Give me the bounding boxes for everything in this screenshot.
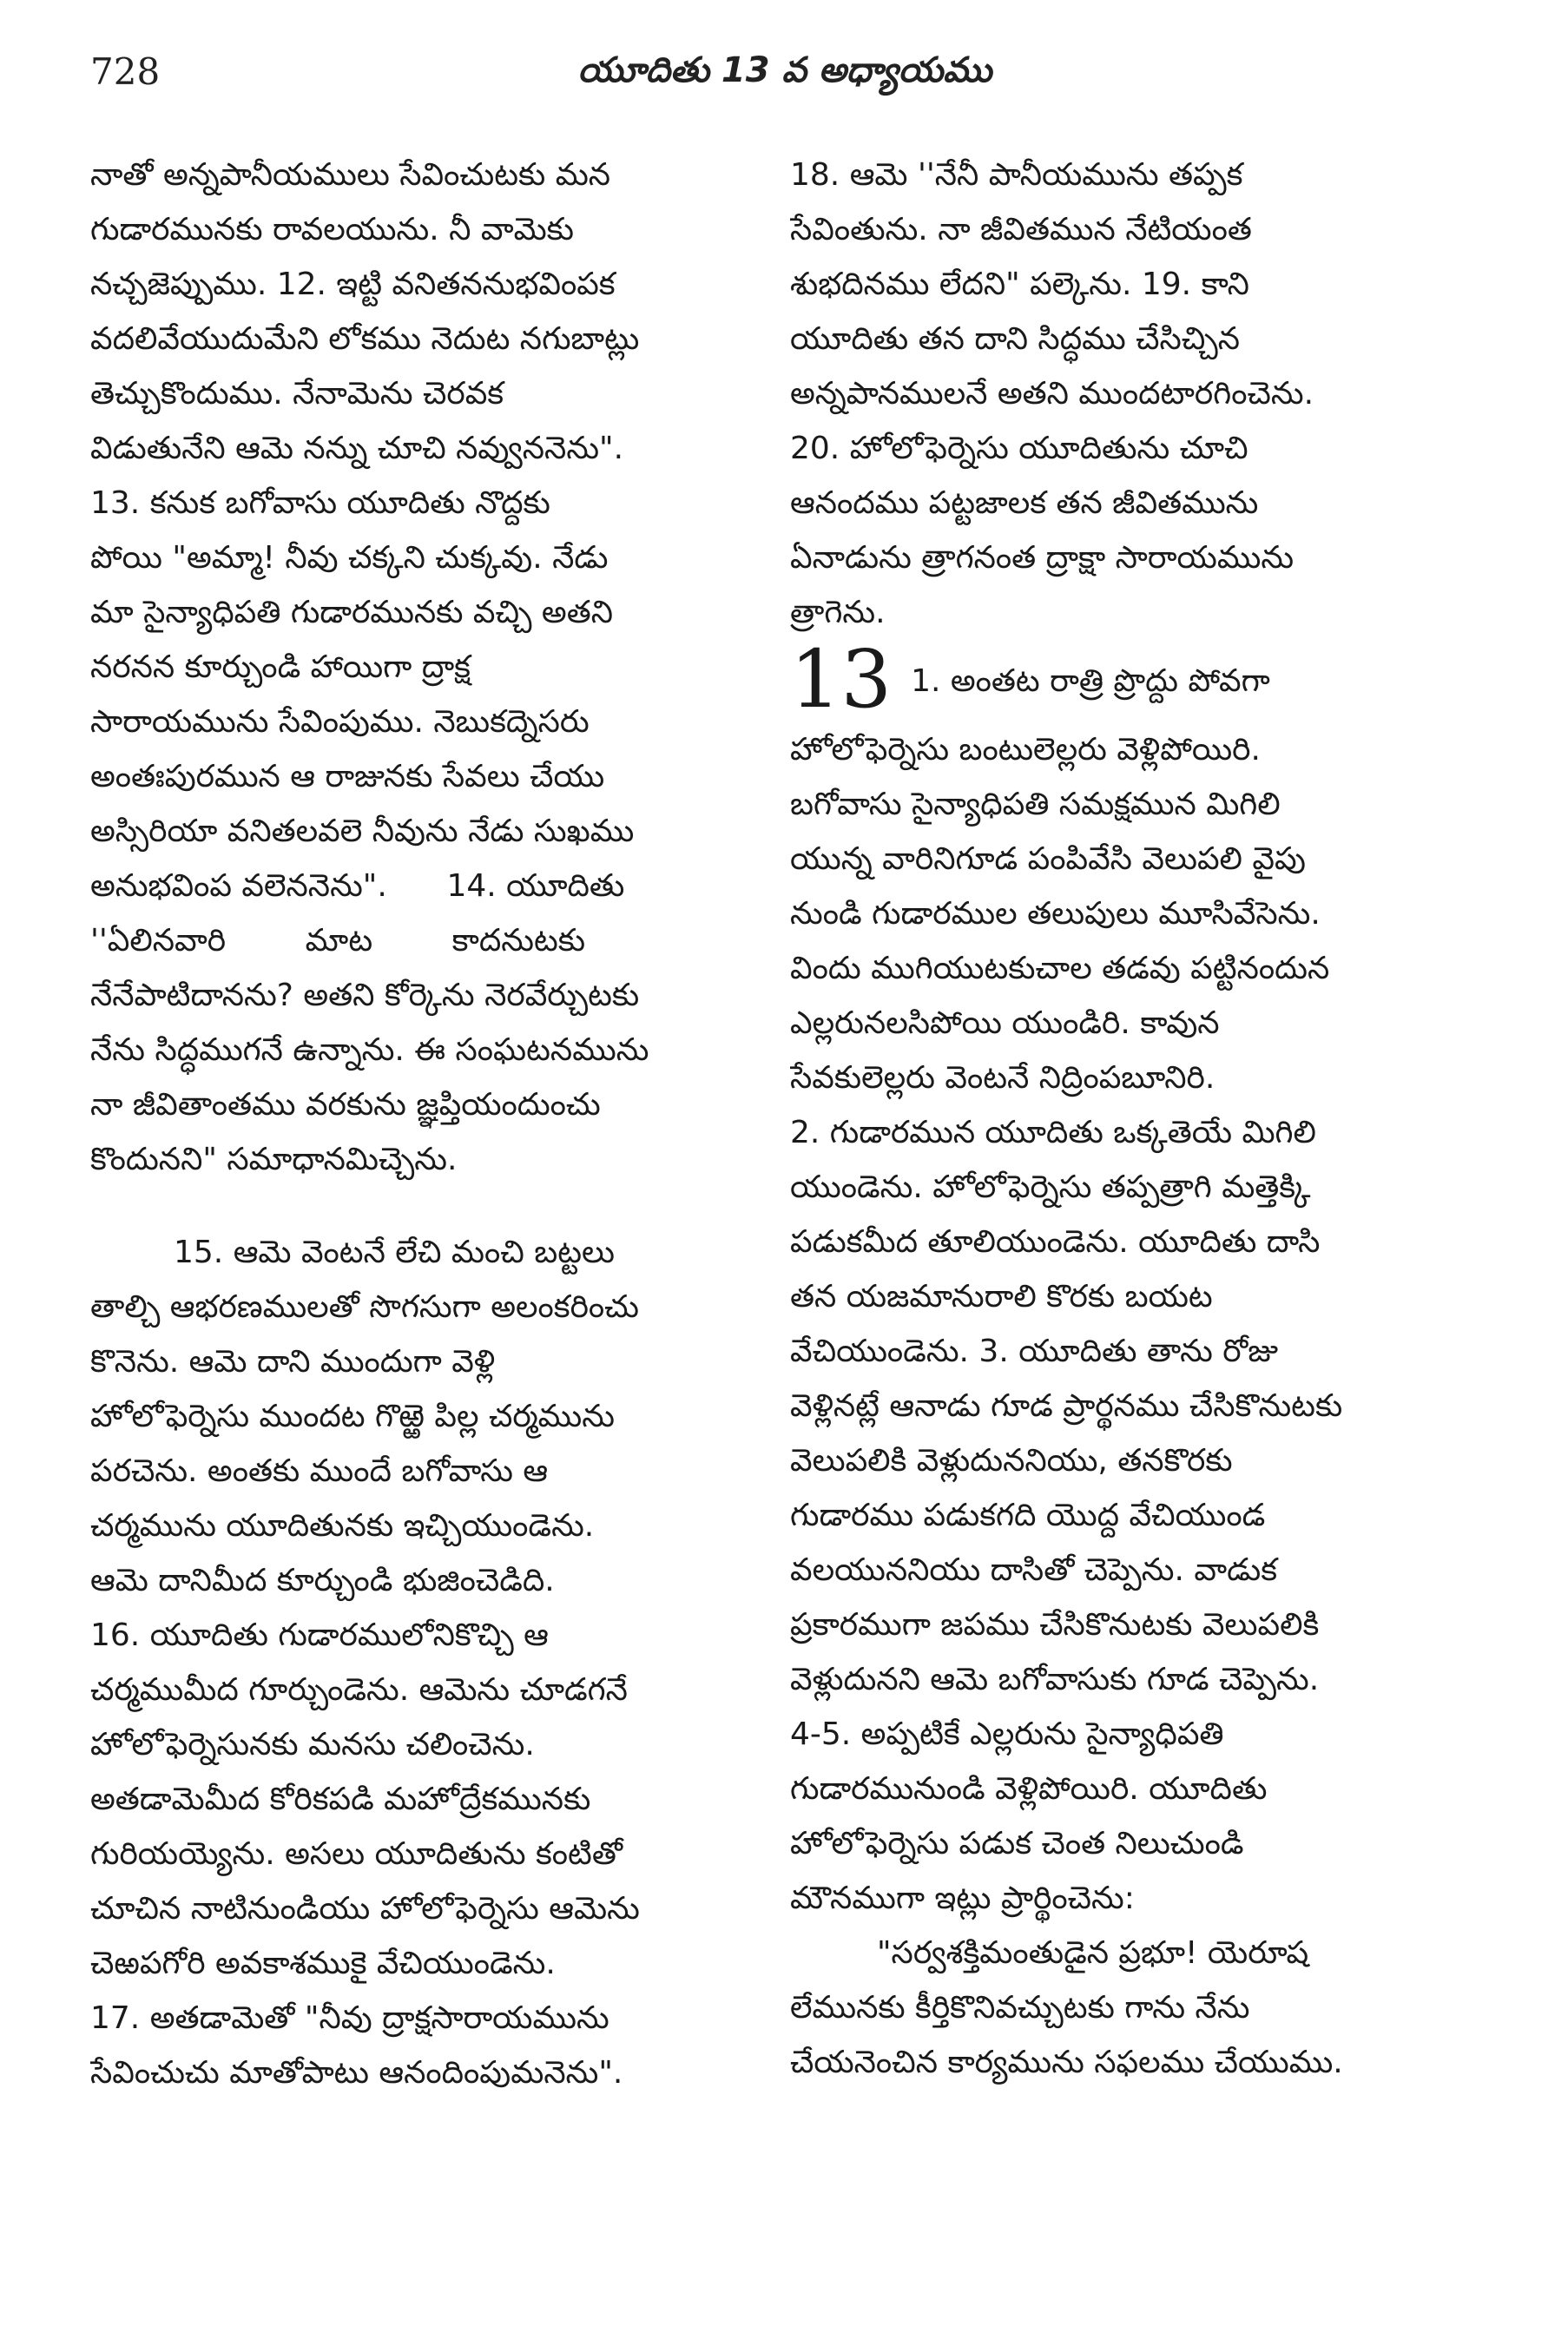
text-line: ప్రకారముగా జపము చేసికొనుటకు వెలుపలికి	[790, 1607, 1320, 1643]
text-line: గురియయ్యెను. అసలు యూదితును కంటితో	[90, 1836, 623, 1872]
text-line: 2. గుడారమున యూదితు ఒక్కతెయే మిగిలి	[790, 1115, 1316, 1150]
text-line: వలయుననియు దాసితో చెప్పెను. వాడుక	[790, 1552, 1278, 1588]
paragraph-block	[790, 1926, 1459, 2090]
text-line: యుండెను. హోలోఫెర్నెసు తప్పత్రాగి మత్తెక్కి	[790, 1169, 1311, 1205]
text-line: వెలుపలికి వెళ్లుదుననియు, తనకొరకు	[790, 1443, 1233, 1479]
text-line: పోయి "అమ్మా! నీవు చక్కని చుక్కవు. నేడు	[90, 540, 609, 576]
text-line: వదలివేయుదుమేని లోకము నెదుట నగుబాట్లు	[90, 321, 640, 357]
text-line: యూదితు తన దాని సిద్ధము చేసిచ్చిన	[790, 321, 1241, 357]
text-line: నరనన కూర్చుండి హాయిగా ద్రాక్ష	[90, 649, 471, 685]
text-line: నచ్చజెప్పుము. 12. ఇట్టి వనితననుభవింపక	[90, 267, 616, 302]
text-line: నాతో అన్నపానీయములు సేవించుటకు మన	[90, 157, 611, 193]
text-line: హోలోఫెర్నెసు బంటులెల్లరు వెళ్లిపోయిరి.	[790, 732, 1261, 768]
page-header	[90, 50, 1479, 111]
text-line: విందు ముగియుటకుచాల తడవు పట్టినందున	[790, 951, 1330, 986]
paragraph-block	[90, 148, 768, 1187]
paragraph-block	[790, 148, 1459, 640]
text-line: హోలోఫెర్నెసు పడుక చెంత నిలుచుండి	[790, 1826, 1244, 1861]
text-line: 17. అతడామెతో "నీవు ద్రాక్షసారాయమును	[90, 2000, 609, 2036]
text-line: 15. ఆమె వెంటనే లేచి మంచి బట్టలు	[174, 1235, 615, 1270]
text-line: గుడారము పడుకగది యొద్ద వేచియుండ	[790, 1498, 1266, 1533]
text-line: విడుతునేని ఆమె నన్ను చూచి నవ్వుననెను".	[90, 431, 624, 466]
chapter-number: 13	[790, 632, 893, 726]
text-line: సేవింతును. నా జీవితమున నేటియంత	[790, 212, 1252, 247]
text-line: మౌనముగా ఇట్లు ప్రార్థించెను:	[790, 1881, 1135, 1916]
text-line: చేయనెంచిన కార్యమును సఫలము చేయుము.	[790, 2045, 1343, 2080]
text-line: 18. ఆమె ''నేనీ పానీయమును తప్పక	[790, 157, 1243, 193]
text-line: 16. యూదితు గుడారములోనికొచ్చి ఆ	[90, 1617, 549, 1653]
text-line: తాల్చి ఆభరణములతో సొగసుగా అలంకరించు	[90, 1289, 640, 1325]
text-line: అనుభవింప వలెననెను". 14. యూదితు	[90, 868, 625, 904]
paragraph-block	[790, 722, 1459, 1926]
text-line: అన్నపానములనే అతని ముందటారగించెను.	[790, 376, 1314, 412]
text-line: తన యజమానురాలి కొరకు బయట	[790, 1279, 1213, 1314]
text-line: సేవించుచు మాతోపాటు ఆనందింపుమనెను".	[90, 2055, 623, 2091]
text-line: చర్మముమీద గూర్చుండెను. ఆమెను చూడగనే	[90, 1672, 628, 1708]
text-line: త్రాగెను.	[790, 595, 886, 630]
text-line: పడుకమీద తూలియుండెను. యూదితు దాసి	[790, 1224, 1321, 1260]
text-line: చెఱపగోరి అవకాశముకై వేచియుండెను.	[90, 1946, 556, 1981]
text-line: గుడారమునుండి వెళ్లిపోయిరి. యూదితు	[790, 1771, 1268, 1807]
text-line: గుడారమునకు రావలయును. నీ వామెకు	[90, 212, 574, 247]
text-line: 4-5. అప్పటికే ఎల్లరును సైన్యాధిపతి	[790, 1716, 1224, 1752]
text-line: చూచిన నాటినుండియు హోలోఫెర్నెసు ఆమెను	[90, 1891, 640, 1927]
text-line: 20. హోలోఫెర్నెసు యూదితును చూచి	[790, 431, 1248, 466]
right-column	[790, 148, 1459, 2327]
text-line: అతడామెమీద కోరికపడి మహోద్రేకమునకు	[90, 1782, 591, 1817]
text-line: యున్న వారినిగూడ పంపివేసి వెలుపలి వైపు	[790, 841, 1306, 877]
text-line: ఎల్లరునలసిపోయి యుండిరి. కావున	[790, 1005, 1220, 1041]
page-number: 728	[90, 50, 161, 93]
text-line: శుభదినము లేదని" పల్కెను. 19. కాని	[790, 267, 1249, 302]
text-line: అంతఃపురమున ఆ రాజునకు సేవలు చేయు	[90, 759, 605, 794]
text-line: నుండి గుడారముల తలుపులు మూసివేసెను.	[790, 896, 1321, 932]
left-column	[90, 148, 768, 2327]
text-line: నేను సిద్ధముగనే ఉన్నాను. ఈ సంఘటనమును	[90, 1032, 649, 1068]
text-line: చర్మమును యూదితునకు ఇచ్చియుండెను.	[90, 1508, 595, 1544]
paragraph-block	[90, 1225, 768, 2100]
text-line: "సర్వశక్తిమంతుడైన ప్రభూ! యెరూష	[877, 1935, 1309, 1971]
text-line: కొందునని" సమాధానమిచ్చెను.	[90, 1142, 458, 1177]
text-line: ఏనాడును త్రాగనంత ద్రాక్షా సారాయమును	[790, 540, 1295, 576]
text-line: తెచ్చుకొందుము. నేనావెును చెరవక	[90, 376, 504, 412]
text-line: మా సైన్యాధిపతి గుడారమునకు వచ్చి అతని	[90, 595, 614, 630]
text-line: నా జీవితాంతము వరకును జ్ఞప్తియందుంచు	[90, 1087, 601, 1123]
text-line: వెళ్లుదునని ఆమె బగోవాసుకు గూడ చెప్పెను.	[790, 1662, 1320, 1697]
text-line: హోలోఫెర్నెసు ముందట గొఱ్ఱె పిల్ల చర్మమును	[90, 1399, 615, 1434]
text-line: 13. కనుక బగోవాసు యూదితు నొద్దకు	[90, 485, 550, 521]
running-title: యూదితు 13 వ అధ్యాయము	[577, 50, 992, 90]
paragraph-gap	[90, 1187, 768, 1225]
text-line: ఆమె దానిమీద కూర్చుండి భుజించెడిది.	[90, 1563, 555, 1598]
text-line: వెళ్లినట్లే ఆనాడు గూడ ప్రార్థనము చేసికొనుటకు	[790, 1388, 1343, 1424]
text-line: బగోవాసు సైన్యాధిపతి సమక్షమున మిగిలి	[790, 787, 1281, 822]
text-line: అస్సిరియా వనితలవలె నీవును నేడు సుఖము	[90, 814, 635, 849]
text-line: సారాయమును సేవింపుము. నెబుకద్నెసరు	[90, 704, 590, 740]
text-line: హోలోఫెర్నెసునకు మనసు చలించెను.	[90, 1727, 535, 1762]
chapter-start	[790, 632, 1459, 726]
text-line: 1. అంతట రాత్రి ప్రొద్దు పోవగా	[911, 663, 1270, 699]
text-line: నేనేపాటిదానను? అతని కోర్కెను నెరవేర్చుటకు	[90, 978, 640, 1013]
text-line: కొనెను. ఆమె దాని ముందుగా వెళ్లి	[90, 1344, 496, 1380]
text-line: సేవకులెల్లరు వెంటనే నిద్రింపబూనిరి.	[790, 1060, 1216, 1096]
text-line: ఆనందము పట్టజాలక తన జీవితమును	[790, 485, 1259, 521]
text-line: లేమునకు కీర్తికొనివచ్చుటకు గాను నేను	[790, 1990, 1250, 2026]
text-line: వేచియుండెను. 3. యూదితు తాను రోజు	[790, 1334, 1279, 1369]
text-line: ''ఏలినవారి మాట కాదనుటకు	[90, 923, 586, 959]
text-line: పరచెను. అంతకు ముందే బగోవాసు ఆ	[90, 1453, 549, 1489]
